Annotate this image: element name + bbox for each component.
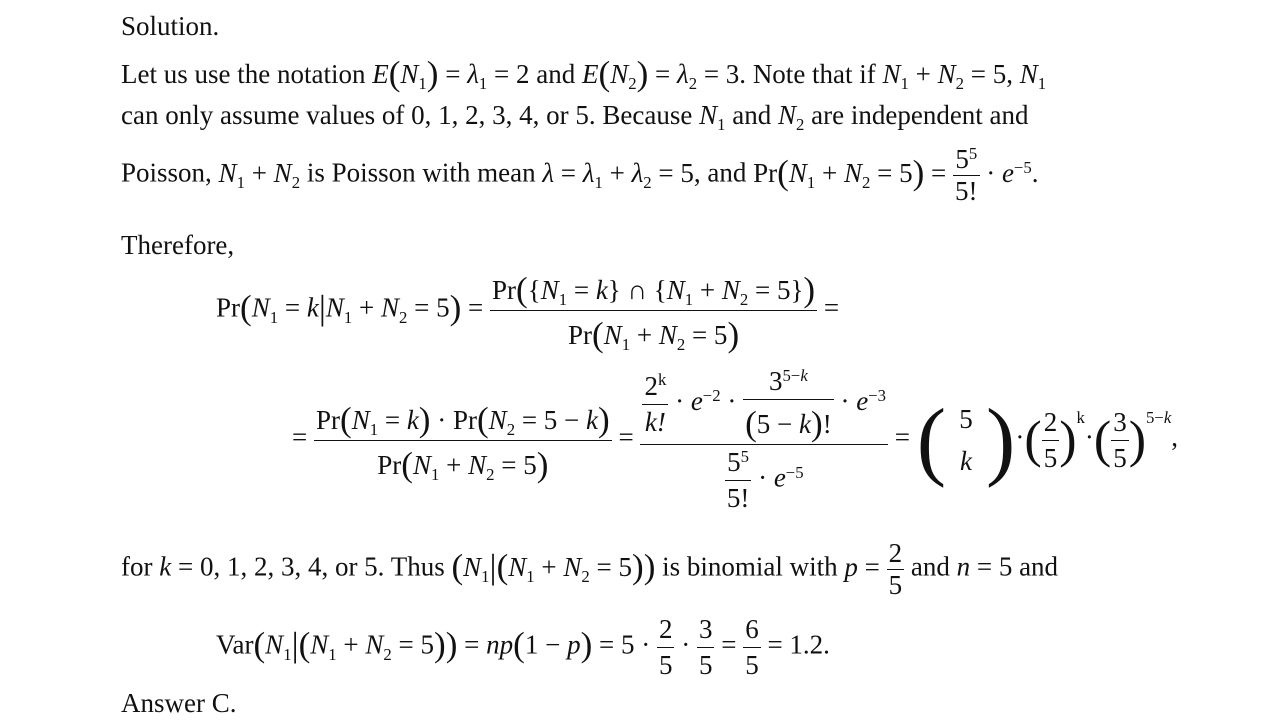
intro-text-3: Note that if xyxy=(752,59,876,89)
intro-text-7: Poisson, xyxy=(121,157,212,188)
solution-heading: Solution. xyxy=(121,11,220,41)
conditional-variable: $(N_1|(N_1 + N_2 = 5))$ xyxy=(451,546,656,587)
parameter-n: n = 5 xyxy=(956,551,1013,582)
lambda-sum: $\lambda = \lambda_1 + \lambda_2 = 5$, xyxy=(542,157,701,193)
poisson-probability: $Pr(N_1 + N_2 = 5)$ = $\frac{5^5}{5!}$ · $e^{-5}$. xyxy=(753,143,1039,206)
conclusion-text-3: is binomial with xyxy=(662,551,838,582)
therefore-label: Therefore, xyxy=(121,230,235,260)
variable-n1: $N_1$ xyxy=(1019,59,1047,94)
intro-line-3 xyxy=(121,143,1039,206)
variance-eq: $Var(N_1|(N_1 + N_2 = 5)) = np(1 - p) = 5$ · $\frac{2}{5}$ · $\frac{3}{5}$ = $\frac{6}{5}$ = 1.2. xyxy=(216,614,830,680)
intro-line-1 xyxy=(121,54,1047,94)
conclusion-text-4: and xyxy=(910,551,950,582)
sum-condition: $N_1 + N_2 = 5$, xyxy=(882,59,1014,94)
intro-text-2: and xyxy=(536,59,576,89)
variable-k: k xyxy=(159,551,172,582)
variable-n1: $N_1$ xyxy=(699,100,726,135)
parameter-p: p = $\frac{2}{5}$ xyxy=(844,538,903,600)
binomial-derivation-eq: = $\frac{Pr(N_1 = k) \cdot Pr(N_2 = 5 - k)}{Pr(N_1 + N_2 = 5)}$ = $\frac{2^k}{k!}$ · $e^{-2}$ · $\frac{3^{5-k}}{(5 - k)!}$ · $e^{-3}$ $\frac{5^5}{5!}$ · $e^{-5}$ = ( 5 k )·( $\frac{2}{5}$ )$^k$·( $\frac{3}{5}$ )$^{5-k}$, xyxy=(292,365,1179,513)
variable-n2: $N_2$ xyxy=(778,100,805,135)
expectation-n2: $E(N_2) = \lambda_2 = 3$. xyxy=(582,54,747,94)
intro-text-5: and xyxy=(732,100,772,130)
intro-text-1: Let us use the notation xyxy=(121,59,366,89)
conclusion-text-1: for xyxy=(121,551,153,582)
sum-expression: $N_1 + N_2$ xyxy=(218,157,301,193)
conclusion-line xyxy=(121,540,1058,599)
conclusion-text-2: = 0, 1, 2, 3, 4, or 5. Thus xyxy=(177,551,445,582)
expectation-n1: $E(N_1) = \lambda_1 = 2$ xyxy=(372,54,530,94)
variance-result: = 1.2. xyxy=(767,629,830,660)
intro-text-8: is Poisson with mean xyxy=(306,157,536,188)
answer-label: Answer C. xyxy=(121,688,237,718)
intro-line-2 xyxy=(121,100,1029,135)
conclusion-text-5: and xyxy=(1019,551,1059,582)
intro-text-9: and xyxy=(707,157,747,188)
conditional-probability-eq: $Pr(N_1 = k|N_1 + N_2 = 5)$ = $\frac{Pr(\{N_1 = k\} \cap \{N_1 + N_2 = 5\})}{Pr(N_1 + N_2 = 5)}$ = xyxy=(216,270,840,355)
intro-text-6: are independent and xyxy=(811,100,1029,130)
intro-text-4: can only assume values of 0, 1, 2, 3, 4, or 5. Because xyxy=(121,100,693,130)
